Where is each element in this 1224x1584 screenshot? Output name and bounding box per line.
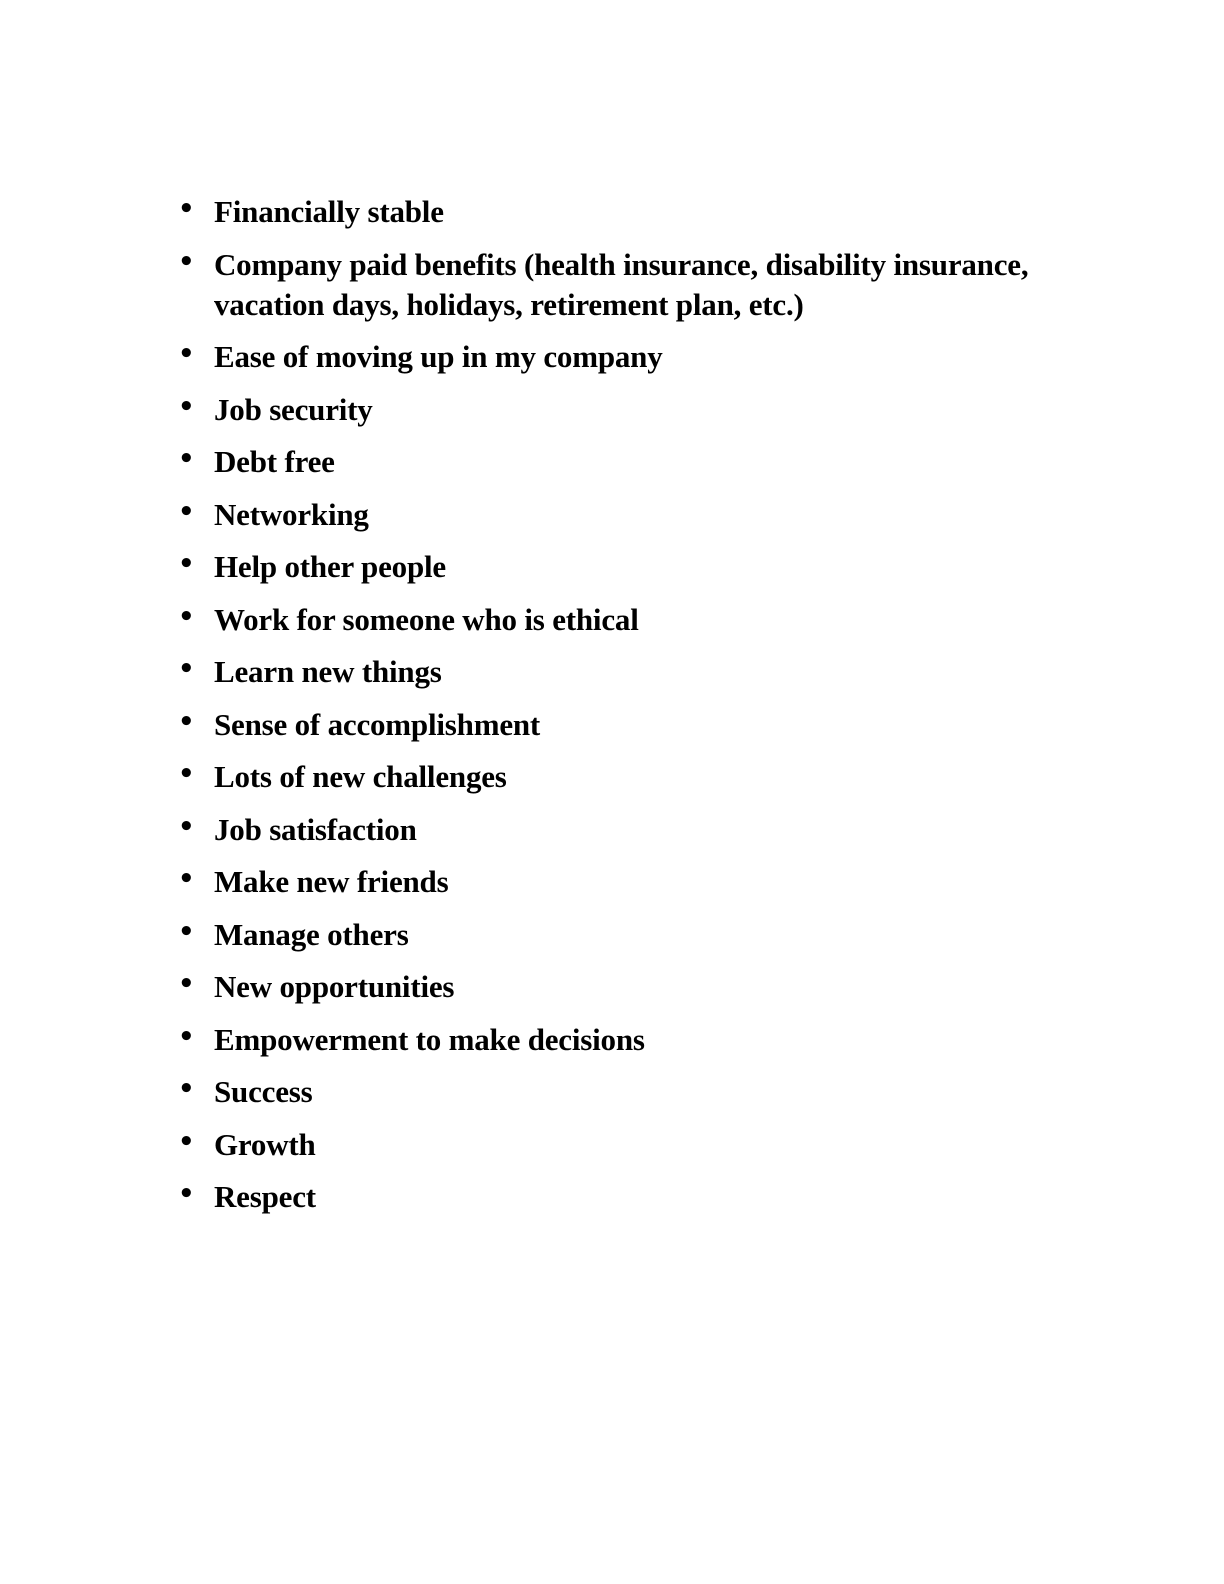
list-item-text: Financially stable	[214, 194, 444, 229]
list-item-text: Growth	[214, 1126, 316, 1162]
bullet-icon: •	[178, 194, 195, 224]
bullet-icon: •	[178, 444, 195, 474]
list-item-text: New opportunities	[214, 969, 455, 1004]
list-item-text: Job satisfaction	[214, 811, 417, 847]
bullet-icon: •	[178, 706, 195, 737]
bullet-icon: •	[178, 969, 195, 999]
list-item-text: Respect	[214, 1179, 316, 1214]
bullet-icon: •	[178, 759, 195, 789]
list-item	[178, 915, 1078, 955]
list-item	[178, 862, 1078, 902]
list-item-text: Make new friends	[214, 864, 449, 899]
list-item	[178, 1072, 1078, 1112]
list-item	[178, 442, 1078, 482]
list-item	[178, 1177, 1078, 1217]
bullet-icon: •	[178, 654, 195, 684]
list-item-text: Manage others	[214, 916, 409, 952]
list-item	[178, 495, 1078, 535]
bullet-icon: •	[178, 916, 195, 947]
bullet-icon: •	[178, 391, 195, 422]
bullet-icon: •	[178, 339, 195, 369]
list-item-text: Networking	[214, 496, 369, 532]
list-item	[178, 245, 1078, 325]
bullet-icon: •	[178, 601, 195, 632]
bullet-icon: •	[178, 549, 195, 579]
list-item-text: Debt free	[214, 444, 335, 479]
bullet-icon: •	[178, 1021, 195, 1052]
list-item	[178, 1020, 1078, 1060]
list-item	[178, 337, 1078, 377]
list-item	[178, 810, 1078, 850]
list-item-text: Ease of moving up in my company	[214, 339, 663, 374]
list-item	[178, 652, 1078, 692]
list-item-text: Lots of new challenges	[214, 759, 507, 794]
list-item	[178, 600, 1078, 640]
list-item-text: Company paid benefits (health insurance, disability insurance, vacation days, holidays, retirement plan, etc.)	[214, 246, 1029, 322]
list-item	[178, 1125, 1078, 1165]
list-item-text: Work for someone who is ethical	[214, 601, 639, 637]
bullet-icon: •	[178, 496, 195, 527]
bullet-icon: •	[178, 246, 195, 277]
list-item-text: Success	[214, 1074, 313, 1109]
list-item-text: Job security	[214, 391, 373, 427]
list-item	[178, 192, 1078, 232]
list-item	[178, 390, 1078, 430]
list-item	[178, 967, 1078, 1007]
bullet-icon: •	[178, 1126, 195, 1157]
bullet-icon: •	[178, 864, 195, 894]
list-item	[178, 705, 1078, 745]
bullet-icon: •	[178, 1179, 195, 1209]
list-item	[178, 547, 1078, 587]
list-item-text: Learn new things	[214, 654, 442, 689]
bullet-icon: •	[178, 811, 195, 842]
list-item	[178, 757, 1078, 797]
list-item-text: Sense of accomplishment	[214, 706, 541, 742]
list-item-text: Help other people	[214, 549, 446, 584]
values-bullet-list	[178, 192, 1078, 1230]
bullet-icon: •	[178, 1074, 195, 1104]
list-item-text: Empowerment to make decisions	[214, 1021, 645, 1057]
